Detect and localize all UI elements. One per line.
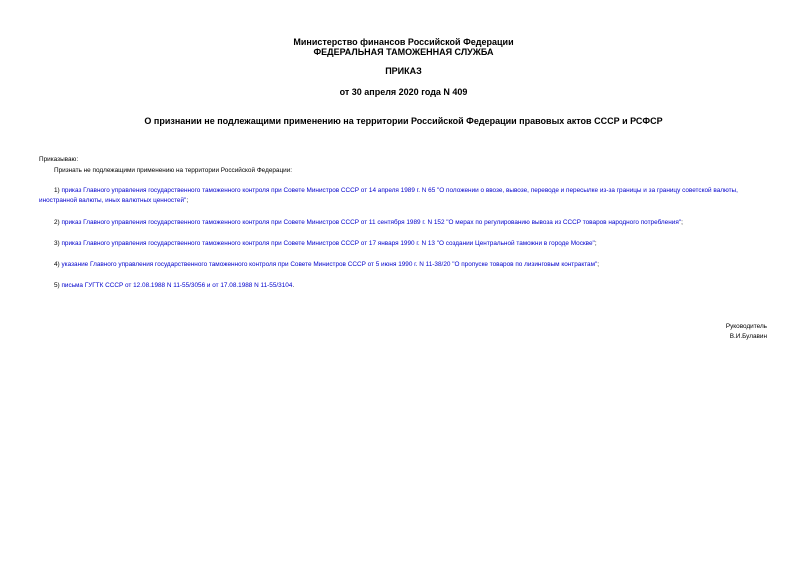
signatory-position: Руководитель <box>725 323 767 330</box>
item-link[interactable]: указание Главного управления государственного таможенного контроля при Совете Министров СССР от 5 июня 1990 г. N 11-38/20 "О пропуске товаров по лизинговым контрактам" <box>61 261 598 268</box>
item-suffix: . <box>292 282 295 289</box>
item-number: 1) <box>54 187 62 194</box>
list-item <box>39 186 774 205</box>
item-number: 3) <box>54 240 62 247</box>
order-date: от 30 апреля 2020 года N 409 <box>339 87 468 97</box>
item-suffix: ; <box>681 219 683 226</box>
item-link[interactable]: приказ Главного управления государственного таможенного контроля при Совете Министров СССР от 11 сентября 1989 г. N 152 "О мерах по регулированию вывоза из СССР товаров народного потребления" <box>61 219 682 226</box>
item-link[interactable]: приказ Главного управления государственного таможенного контроля при Совете Министров СССР от 14 апреля 1989 г. N 65 "О положении о ввозе, вывозе, переводе и пересылке из-за границы и за границу советской валюты, иностранной валюты, иных валютных ценностей" <box>39 187 738 204</box>
list-item <box>39 239 774 249</box>
item-number: 2) <box>54 219 62 226</box>
decree-line: Приказываю: <box>39 156 79 163</box>
item-suffix: ; <box>594 240 597 247</box>
document-title: О признании не подлежащими применению на территории Российской Федерации правовых актов СССР и РСФСР <box>144 116 663 126</box>
list-item <box>39 260 774 270</box>
list-item <box>39 218 774 228</box>
item-link[interactable]: письма ГУГТК СССР от 12.08.1988 N 11-55/3056 и от 17.08.1988 N 11-55/3104 <box>61 282 293 289</box>
ministry-name: Министерство финансов Российской Федерации <box>293 37 514 47</box>
signature-block <box>726 322 767 342</box>
item-number: 4) <box>54 261 62 268</box>
service-name: ФЕДЕРАЛЬНАЯ ТАМОЖЕННАЯ СЛУЖБА <box>313 47 494 57</box>
item-suffix: ; <box>597 261 600 268</box>
item-suffix: ; <box>186 196 189 204</box>
signatory-name: В.И.Булавин <box>729 333 767 340</box>
item-link[interactable]: приказ Главного управления государственного таможенного контроля при Совете Министров СССР от 17 января 1990 г. N 13 "О создании Центральной таможни в городе Москве" <box>61 240 595 247</box>
document-header <box>0 37 807 57</box>
item-number: 5) <box>54 282 62 289</box>
list-item <box>39 281 774 291</box>
order-heading: ПРИКАЗ <box>385 66 422 76</box>
intro-line: Признать не подлежащими применению на территории Российской Федерации: <box>54 167 293 174</box>
